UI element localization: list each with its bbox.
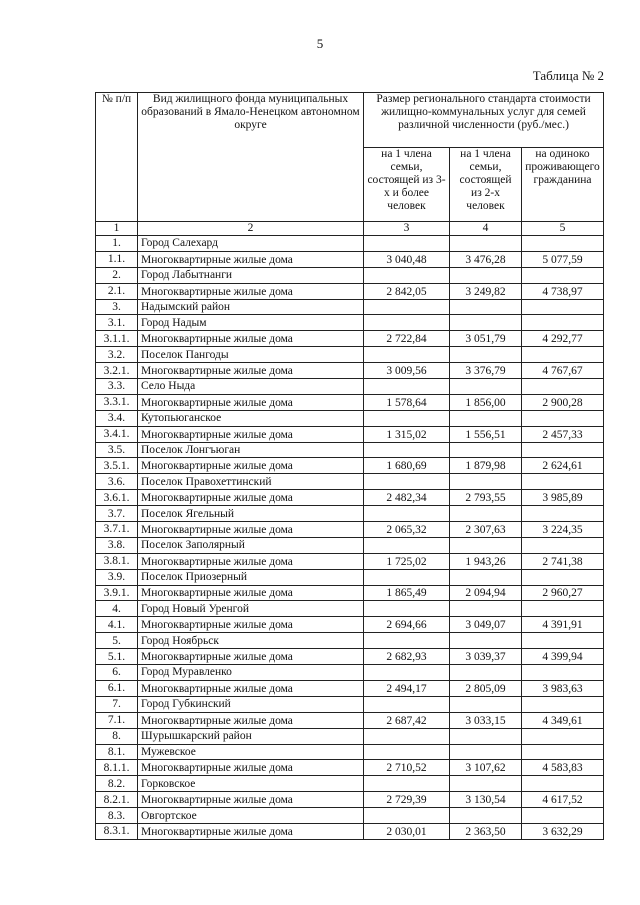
row-number: 3.9. bbox=[96, 569, 138, 585]
table-row bbox=[96, 680, 604, 696]
row-number: 3.6.1. bbox=[96, 490, 138, 506]
row-number: 8. bbox=[96, 728, 138, 744]
column-number: 1 bbox=[96, 222, 138, 236]
row-name: Село Ныда bbox=[138, 379, 364, 395]
value-family-3plus: 2 687,42 bbox=[364, 712, 450, 728]
value-single: 4 738,97 bbox=[522, 283, 604, 299]
value-family-3plus bbox=[364, 696, 450, 712]
row-number: 8.3.1. bbox=[96, 823, 138, 839]
value-family-2 bbox=[450, 601, 522, 617]
value-family-2 bbox=[450, 633, 522, 649]
table-row bbox=[96, 537, 604, 553]
value-family-2: 1 856,00 bbox=[450, 394, 522, 410]
row-number: 3.5. bbox=[96, 442, 138, 458]
column-number: 3 bbox=[364, 222, 450, 236]
value-family-3plus bbox=[364, 442, 450, 458]
value-family-2 bbox=[450, 299, 522, 315]
value-family-3plus: 1 725,02 bbox=[364, 553, 450, 569]
row-number: 7.1. bbox=[96, 712, 138, 728]
value-family-2: 3 376,79 bbox=[450, 363, 522, 379]
value-family-2: 3 051,79 bbox=[450, 331, 522, 347]
table-row bbox=[96, 347, 604, 363]
row-name: Поселок Лонгъюган bbox=[138, 442, 364, 458]
row-name: Город Ноябрьск bbox=[138, 633, 364, 649]
value-family-3plus: 2 482,34 bbox=[364, 490, 450, 506]
value-family-2 bbox=[450, 728, 522, 744]
value-family-3plus: 2 682,93 bbox=[364, 649, 450, 665]
header-sub-3plus: на 1 члена семьи, состоящей из 3-х и более человек bbox=[364, 148, 450, 222]
value-family-2 bbox=[450, 410, 522, 426]
row-name: Поселок Приозерный bbox=[138, 569, 364, 585]
row-number: 3.9.1. bbox=[96, 585, 138, 601]
row-number: 3.6. bbox=[96, 474, 138, 490]
row-number: 3.7.1. bbox=[96, 522, 138, 538]
row-name: Многоквартирные жилые дома bbox=[138, 331, 364, 347]
row-name: Город Салехард bbox=[138, 236, 364, 252]
table-row bbox=[96, 522, 604, 538]
table-row bbox=[96, 490, 604, 506]
value-family-3plus bbox=[364, 633, 450, 649]
row-number: 5. bbox=[96, 633, 138, 649]
row-name: Многоквартирные жилые дома bbox=[138, 490, 364, 506]
row-name: Город Новый Уренгой bbox=[138, 601, 364, 617]
value-family-2 bbox=[450, 379, 522, 395]
value-single bbox=[522, 537, 604, 553]
row-number: 3.4. bbox=[96, 410, 138, 426]
row-number: 6. bbox=[96, 665, 138, 681]
value-single: 2 624,61 bbox=[522, 458, 604, 474]
value-family-2: 1 943,26 bbox=[450, 553, 522, 569]
value-family-2: 2 094,94 bbox=[450, 585, 522, 601]
row-number: 3.8. bbox=[96, 537, 138, 553]
table-row bbox=[96, 617, 604, 633]
column-number: 2 bbox=[138, 222, 364, 236]
table-row bbox=[96, 808, 604, 824]
table-row bbox=[96, 633, 604, 649]
row-name: Город Губкинский bbox=[138, 696, 364, 712]
row-name: Многоквартирные жилые дома bbox=[138, 823, 364, 839]
value-family-3plus bbox=[364, 347, 450, 363]
value-family-2: 2 363,50 bbox=[450, 823, 522, 839]
row-number: 8.3. bbox=[96, 808, 138, 824]
value-family-2 bbox=[450, 537, 522, 553]
row-name: Кутопьюганское bbox=[138, 410, 364, 426]
value-family-2: 2 307,63 bbox=[450, 522, 522, 538]
value-family-2 bbox=[450, 744, 522, 760]
row-number: 2.1. bbox=[96, 283, 138, 299]
row-name: Многоквартирные жилые дома bbox=[138, 394, 364, 410]
row-number: 6.1. bbox=[96, 680, 138, 696]
row-name: Многоквартирные жилые дома bbox=[138, 680, 364, 696]
row-number: 3.7. bbox=[96, 506, 138, 522]
table-row bbox=[96, 236, 604, 252]
value-single: 3 983,63 bbox=[522, 680, 604, 696]
table-caption: Таблица № 2 bbox=[532, 68, 604, 83]
table-row bbox=[96, 506, 604, 522]
value-family-2 bbox=[450, 267, 522, 283]
column-number: 5 bbox=[522, 222, 604, 236]
value-family-3plus: 2 065,32 bbox=[364, 522, 450, 538]
standards-table bbox=[95, 92, 604, 840]
row-name: Шурышкарский район bbox=[138, 728, 364, 744]
row-name: Многоквартирные жилые дома bbox=[138, 553, 364, 569]
value-family-3plus: 2 030,01 bbox=[364, 823, 450, 839]
value-family-3plus: 1 680,69 bbox=[364, 458, 450, 474]
value-single: 4 292,77 bbox=[522, 331, 604, 347]
value-single: 5 077,59 bbox=[522, 251, 604, 267]
page-number: 5 bbox=[316, 36, 324, 51]
value-single: 3 224,35 bbox=[522, 522, 604, 538]
value-family-2: 3 476,28 bbox=[450, 251, 522, 267]
row-number: 3.8.1. bbox=[96, 553, 138, 569]
value-single: 4 349,61 bbox=[522, 712, 604, 728]
value-family-3plus bbox=[364, 506, 450, 522]
value-family-3plus: 2 722,84 bbox=[364, 331, 450, 347]
value-family-2 bbox=[450, 808, 522, 824]
row-number: 3.3.1. bbox=[96, 394, 138, 410]
row-name: Многоквартирные жилые дома bbox=[138, 522, 364, 538]
value-single: 4 617,52 bbox=[522, 792, 604, 808]
value-single bbox=[522, 410, 604, 426]
row-name: Многоквартирные жилые дома bbox=[138, 792, 364, 808]
value-single bbox=[522, 299, 604, 315]
value-family-2: 3 249,82 bbox=[450, 283, 522, 299]
table-row bbox=[96, 569, 604, 585]
row-number: 8.1. bbox=[96, 744, 138, 760]
value-family-3plus: 2 842,05 bbox=[364, 283, 450, 299]
table-row bbox=[96, 283, 604, 299]
value-family-2: 3 049,07 bbox=[450, 617, 522, 633]
row-number: 5.1. bbox=[96, 649, 138, 665]
value-single bbox=[522, 267, 604, 283]
row-name: Поселок Заполярный bbox=[138, 537, 364, 553]
value-family-2: 3 039,37 bbox=[450, 649, 522, 665]
table-row bbox=[96, 267, 604, 283]
table-row bbox=[96, 251, 604, 267]
value-single bbox=[522, 569, 604, 585]
value-single: 3 632,29 bbox=[522, 823, 604, 839]
row-number: 4. bbox=[96, 601, 138, 617]
table-row bbox=[96, 792, 604, 808]
value-family-3plus bbox=[364, 776, 450, 792]
value-family-2 bbox=[450, 442, 522, 458]
value-single bbox=[522, 776, 604, 792]
value-single bbox=[522, 601, 604, 617]
table-row bbox=[96, 585, 604, 601]
value-single: 4 399,94 bbox=[522, 649, 604, 665]
value-single bbox=[522, 696, 604, 712]
value-family-2: 1 879,98 bbox=[450, 458, 522, 474]
row-number: 1. bbox=[96, 236, 138, 252]
value-single bbox=[522, 665, 604, 681]
row-name: Город Лабытнанги bbox=[138, 267, 364, 283]
value-family-2: 3 107,62 bbox=[450, 760, 522, 776]
header-number: № п/п bbox=[96, 93, 138, 222]
row-name: Многоквартирные жилые дома bbox=[138, 649, 364, 665]
value-family-2: 1 556,51 bbox=[450, 426, 522, 442]
value-family-3plus bbox=[364, 267, 450, 283]
row-number: 3.2. bbox=[96, 347, 138, 363]
table-row bbox=[96, 474, 604, 490]
value-family-3plus: 2 710,52 bbox=[364, 760, 450, 776]
row-name: Многоквартирные жилые дома bbox=[138, 251, 364, 267]
value-family-3plus bbox=[364, 299, 450, 315]
value-single bbox=[522, 506, 604, 522]
table-row bbox=[96, 458, 604, 474]
value-family-3plus bbox=[364, 601, 450, 617]
value-single bbox=[522, 728, 604, 744]
table-row bbox=[96, 649, 604, 665]
row-name: Город Муравленко bbox=[138, 665, 364, 681]
table-row bbox=[96, 776, 604, 792]
row-number: 3.5.1. bbox=[96, 458, 138, 474]
row-name: Многоквартирные жилые дома bbox=[138, 458, 364, 474]
row-number: 3.1.1. bbox=[96, 331, 138, 347]
row-name: Многоквартирные жилые дома bbox=[138, 617, 364, 633]
value-family-3plus: 2 494,17 bbox=[364, 680, 450, 696]
value-family-3plus bbox=[364, 808, 450, 824]
table-row bbox=[96, 823, 604, 839]
table-row bbox=[96, 601, 604, 617]
row-number: 1.1. bbox=[96, 251, 138, 267]
value-family-3plus: 1 315,02 bbox=[364, 426, 450, 442]
value-single bbox=[522, 633, 604, 649]
row-name: Многоквартирные жилые дома bbox=[138, 363, 364, 379]
column-number-row bbox=[96, 222, 604, 236]
value-single bbox=[522, 474, 604, 490]
table-row bbox=[96, 410, 604, 426]
row-number: 2. bbox=[96, 267, 138, 283]
value-family-3plus bbox=[364, 410, 450, 426]
value-single bbox=[522, 744, 604, 760]
row-name: Овгортское bbox=[138, 808, 364, 824]
table-row bbox=[96, 744, 604, 760]
row-number: 3.4.1. bbox=[96, 426, 138, 442]
row-number: 7. bbox=[96, 696, 138, 712]
row-name: Город Надым bbox=[138, 315, 364, 331]
row-name: Надымский район bbox=[138, 299, 364, 315]
value-family-2: 2 793,55 bbox=[450, 490, 522, 506]
value-family-2 bbox=[450, 665, 522, 681]
table-row bbox=[96, 394, 604, 410]
row-name: Многоквартирные жилые дома bbox=[138, 283, 364, 299]
value-family-3plus: 3 040,48 bbox=[364, 251, 450, 267]
value-single: 4 583,83 bbox=[522, 760, 604, 776]
value-single: 2 960,27 bbox=[522, 585, 604, 601]
value-single bbox=[522, 379, 604, 395]
value-family-3plus bbox=[364, 665, 450, 681]
value-family-2 bbox=[450, 569, 522, 585]
table-row bbox=[96, 728, 604, 744]
value-family-3plus bbox=[364, 744, 450, 760]
header-sub-single: на одиноко проживающего гражданина bbox=[522, 148, 604, 222]
value-family-2 bbox=[450, 347, 522, 363]
value-family-2 bbox=[450, 474, 522, 490]
table-row bbox=[96, 426, 604, 442]
value-single: 3 985,89 bbox=[522, 490, 604, 506]
value-family-2: 3 130,54 bbox=[450, 792, 522, 808]
row-name: Многоквартирные жилые дома bbox=[138, 712, 364, 728]
value-family-3plus: 2 729,39 bbox=[364, 792, 450, 808]
header-housing-type: Вид жилищного фонда муниципальных образований в Ямало-Ненецком автономном округе bbox=[138, 93, 364, 222]
row-name: Многоквартирные жилые дома bbox=[138, 760, 364, 776]
row-name: Горковское bbox=[138, 776, 364, 792]
row-name: Поселок Ягельный bbox=[138, 506, 364, 522]
row-name: Многоквартирные жилые дома bbox=[138, 585, 364, 601]
value-single: 4 391,91 bbox=[522, 617, 604, 633]
value-family-2 bbox=[450, 236, 522, 252]
table-row bbox=[96, 665, 604, 681]
value-family-2 bbox=[450, 776, 522, 792]
table-row bbox=[96, 363, 604, 379]
table-row bbox=[96, 696, 604, 712]
column-number: 4 bbox=[450, 222, 522, 236]
value-single bbox=[522, 442, 604, 458]
value-single bbox=[522, 315, 604, 331]
value-family-2 bbox=[450, 315, 522, 331]
value-family-3plus bbox=[364, 236, 450, 252]
value-single bbox=[522, 347, 604, 363]
row-number: 3.2.1. bbox=[96, 363, 138, 379]
value-family-3plus bbox=[364, 474, 450, 490]
value-single: 2 457,33 bbox=[522, 426, 604, 442]
value-family-3plus bbox=[364, 379, 450, 395]
value-single: 2 900,28 bbox=[522, 394, 604, 410]
value-family-3plus: 3 009,56 bbox=[364, 363, 450, 379]
value-family-3plus: 1 578,64 bbox=[364, 394, 450, 410]
row-number: 8.2.1. bbox=[96, 792, 138, 808]
row-name: Многоквартирные жилые дома bbox=[138, 426, 364, 442]
row-name: Поселок Пангоды bbox=[138, 347, 364, 363]
value-family-3plus: 2 694,66 bbox=[364, 617, 450, 633]
value-single: 2 741,38 bbox=[522, 553, 604, 569]
table-row bbox=[96, 760, 604, 776]
value-single bbox=[522, 236, 604, 252]
table-row bbox=[96, 712, 604, 728]
header-sub-2: на 1 члена семьи, состоящей из 2-х человек bbox=[450, 148, 522, 222]
value-family-3plus bbox=[364, 315, 450, 331]
value-family-2 bbox=[450, 506, 522, 522]
row-number: 3. bbox=[96, 299, 138, 315]
row-number: 3.3. bbox=[96, 379, 138, 395]
value-single: 4 767,67 bbox=[522, 363, 604, 379]
table-row bbox=[96, 553, 604, 569]
table-row bbox=[96, 315, 604, 331]
table-body bbox=[96, 236, 604, 840]
value-family-2 bbox=[450, 696, 522, 712]
table-row bbox=[96, 331, 604, 347]
row-number: 8.1.1. bbox=[96, 760, 138, 776]
row-name: Мужевское bbox=[138, 744, 364, 760]
row-name: Поселок Правохеттинский bbox=[138, 474, 364, 490]
value-family-2: 3 033,15 bbox=[450, 712, 522, 728]
row-number: 3.1. bbox=[96, 315, 138, 331]
value-family-2: 2 805,09 bbox=[450, 680, 522, 696]
value-family-3plus bbox=[364, 728, 450, 744]
header-standard: Размер регионального стандарта стоимости жилищно-коммунальных услуг для семей различной численности (руб./мес.) bbox=[364, 93, 604, 148]
value-single bbox=[522, 808, 604, 824]
value-family-3plus: 1 865,49 bbox=[364, 585, 450, 601]
value-family-3plus bbox=[364, 569, 450, 585]
row-number: 8.2. bbox=[96, 776, 138, 792]
value-family-3plus bbox=[364, 537, 450, 553]
row-number: 4.1. bbox=[96, 617, 138, 633]
table-row bbox=[96, 299, 604, 315]
table-row bbox=[96, 379, 604, 395]
table-row bbox=[96, 442, 604, 458]
